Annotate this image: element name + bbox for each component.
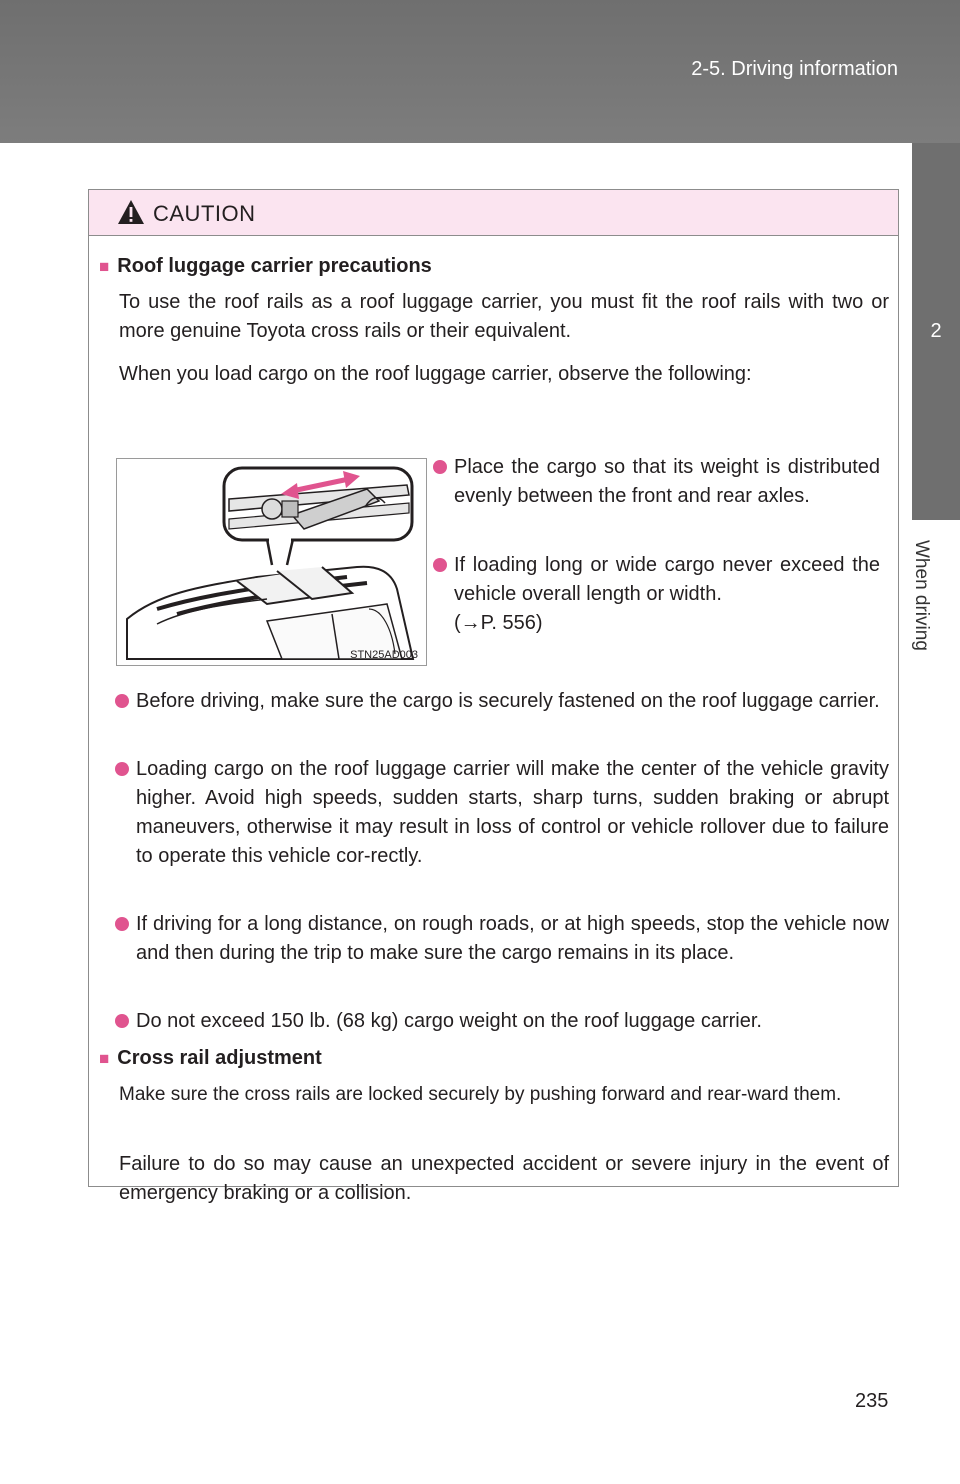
section-heading: ■ Cross rail adjustment <box>99 1047 322 1069</box>
chapter-label: When driving <box>911 540 932 651</box>
bullet-icon <box>115 694 129 708</box>
page-reference: (→P. 556) <box>454 612 543 634</box>
vehicle-roof-diagram <box>117 459 426 665</box>
section-heading: ■ Roof luggage carrier precautions <box>99 255 432 277</box>
list-item: If loading long or wide cargo never exceed the vehicle overall length or width. (→P. 556) <box>433 551 880 638</box>
bullet-icon <box>115 917 129 931</box>
list-item: Place the cargo so that its weight is distributed evenly between the front and rear axles. <box>433 453 880 511</box>
warning-paragraph: Failure to do so may cause an unexpected accident or severe injury in the event of emergency braking or a collision. <box>119 1153 889 1204</box>
list-item: Do not exceed 150 lb. (68 kg) cargo weight on the roof luggage carrier. <box>115 1007 889 1036</box>
chapter-number: 2 <box>930 320 942 342</box>
caution-header <box>89 190 898 236</box>
bullet-icon <box>433 558 447 572</box>
caution-title: CAUTION <box>153 201 256 226</box>
lead-paragraph: When you load cargo on the roof luggage carrier, observe the following: <box>119 363 752 385</box>
warning-icon <box>116 198 146 226</box>
list-item: Before driving, make sure the cargo is securely fastened on the roof luggage carrier. <box>115 687 889 716</box>
roof-rail-illustration <box>116 458 427 666</box>
page-header <box>0 0 960 143</box>
section-title: 2-5. Driving information <box>691 58 898 80</box>
figure-code: STN25AD003 <box>350 649 418 661</box>
page-number: 235 <box>855 1390 889 1412</box>
list-item: If driving for a long distance, on rough roads, or at high speeds, stop the vehicle now and then during the trip to make sure the cargo remains in its place. <box>115 910 889 968</box>
bullet-icon <box>115 1014 129 1028</box>
adjustment-paragraph: Make sure the cross rails are locked securely by pushing forward and rear-ward them. <box>119 1084 842 1105</box>
square-bullet-icon: ■ <box>99 1049 110 1068</box>
caution-box <box>88 189 899 1204</box>
bullet-icon <box>115 762 129 776</box>
list-item: Loading cargo on the roof luggage carrier will make the center of the vehicle gravity higher. Avoid high speeds, sudden starts, sharp turns, sudden braking or abrupt maneuvers, otherwise it may result in loss of control or vehicle rollover due to failure to operate this vehicle cor-rectly. <box>115 755 889 871</box>
intro-paragraph: To use the roof rails as a roof luggage carrier, you must fit the roof rails with two or more genuine Toyota cross rails or their equivalent. <box>119 291 889 342</box>
bullet-icon <box>433 460 447 474</box>
square-bullet-icon: ■ <box>99 257 110 276</box>
